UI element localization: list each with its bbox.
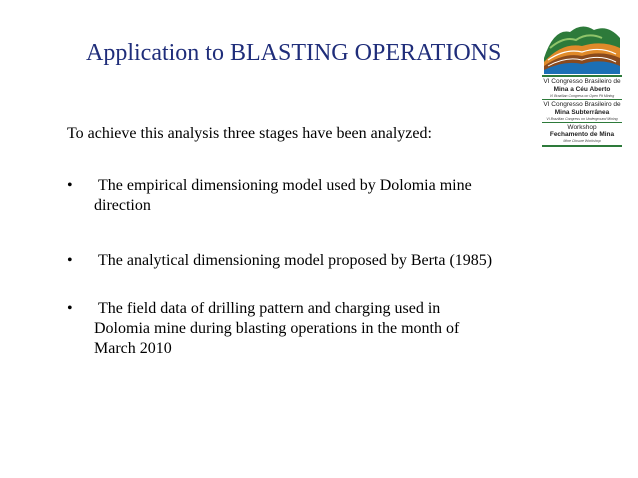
logo-congress1-line1: VI Congresso Brasileiro de	[543, 78, 621, 85]
logo-congress2-line1: VI Congresso Brasileiro de	[543, 101, 621, 108]
bullet-dot: •	[67, 252, 73, 269]
logo-congress1-sub: VI Brazilian Congress on Open Pit Mining	[549, 94, 615, 98]
slide-title: Application to BLASTING OPERATIONS	[86, 40, 502, 66]
bullet-dot: •	[67, 177, 73, 194]
logo-congress2-line2: Mina Subterrânea	[554, 109, 610, 116]
bullet-line: The analytical dimensioning model proposed by Berta (1985)	[98, 252, 493, 269]
bullet-text	[94, 299, 544, 359]
bullet-item	[67, 176, 547, 220]
mining-landscape-icon	[542, 18, 622, 74]
bullet-dot: •	[67, 300, 73, 317]
congress-logo	[542, 18, 622, 150]
bullet-text	[94, 251, 544, 271]
logo-divider	[542, 75, 622, 77]
logo-workshop-sub: Mine Closure Workshop	[563, 139, 601, 143]
bullet-text	[94, 176, 544, 216]
logo-workshop-line2: Fechamento de Mina	[549, 131, 615, 138]
logo-congress2-sub: VI Brazilian Congress on Underground Mining	[546, 117, 618, 121]
bullet-line: The field data of drilling pattern and charging used in	[98, 300, 441, 317]
bullet-line: The empirical dimensioning model used by Dolomia mine	[98, 177, 472, 194]
bullet-line: Dolomia mine during blasting operations in the month of	[94, 320, 460, 337]
bullet-line: March 2010	[94, 340, 172, 357]
logo-divider	[542, 99, 622, 100]
logo-divider	[542, 145, 622, 147]
intro-text: To achieve this analysis three stages have been analyzed:	[67, 125, 432, 142]
logo-congress1-line2: Mina a Céu Aberto	[553, 86, 611, 93]
logo-workshop-line1: Workshop	[567, 124, 597, 131]
bullet-line: direction	[94, 197, 151, 214]
bullet-item	[67, 299, 547, 363]
logo-divider	[542, 122, 622, 123]
bullet-item	[67, 251, 547, 275]
